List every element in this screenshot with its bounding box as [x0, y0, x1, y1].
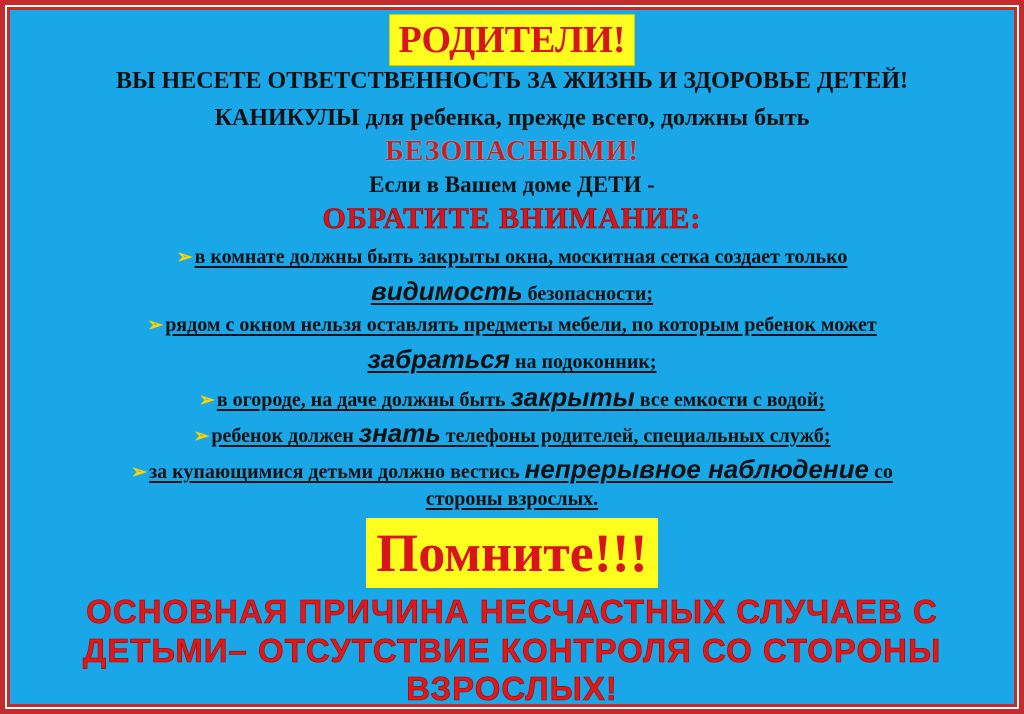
warning-line-1: ОСНОВНАЯ ПРИЧИНА НЕСЧАСТНЫХ СЛУЧАЕВ С [86, 593, 938, 630]
intro-line-4: Если в Вашем доме ДЕТИ - [369, 172, 655, 197]
bullet-item-5-cont: стороны взрослых. [425, 488, 599, 510]
bullet-item-3: ➢ в огороде, на даче должны быть закрыты все емкости с водой; [198, 382, 826, 412]
title-banner: РОДИТЕЛИ! [389, 14, 634, 66]
intro-safe-heading: БЕЗОПАСНЫМИ! [385, 136, 639, 167]
arrow-bullet-icon: ➢ [131, 462, 148, 483]
arrow-bullet-icon: ➢ [176, 247, 193, 268]
title-row [10, 14, 1014, 66]
emphasis-text: закрыты [510, 382, 635, 412]
emphasis-text: непрерывное наблюдение [524, 454, 869, 484]
emphasis-text: видимость [370, 276, 523, 306]
intro-line-2: КАНИКУЛЫ для ребенка, прежде всего, должны быть [214, 105, 810, 131]
arrow-bullet-icon: ➢ [147, 315, 164, 336]
poster-inner-frame [5, 5, 1019, 709]
bullet-item-4: ➢ ребенок должен знать телефоны родителей, специальных служб; [193, 418, 831, 448]
poster-panel [10, 10, 1014, 707]
emphasis-text: знать [358, 418, 441, 448]
remember-banner: Помните!!! [366, 518, 657, 588]
remember-row [10, 518, 1014, 588]
attention-heading: ОБРАТИТЕ ВНИМАНИЕ: [322, 202, 702, 235]
arrow-bullet-icon: ➢ [198, 390, 215, 411]
bullet-item-1: ➢ в комнате должны быть закрыты окна, москитная сетка создает только [176, 246, 848, 268]
arrow-bullet-icon: ➢ [193, 426, 210, 447]
poster-frame [7, 7, 1017, 707]
bullet-item-2: ➢ рядом с окном нельзя оставлять предметы мебели, по которым ребенок может [147, 314, 877, 336]
bullet-item-2-cont: забраться на подоконник; [367, 344, 657, 374]
emphasis-text: забраться [367, 344, 510, 374]
intro-line-1: ВЫ НЕСЕТЕ ОТВЕТСТВЕННОСТЬ ЗА ЖИЗНЬ И ЗДОРОВЬЕ ДЕТЕЙ! [115, 68, 909, 94]
bullet-item-5: ➢ за купающимися детьми должно вестись непрерывное наблюдение со [131, 454, 893, 484]
warning-line-2: ДЕТЬМИ– ОТСУТСТВИЕ КОНТРОЛЯ СО СТОРОНЫ [82, 632, 942, 669]
bullet-item-1-cont: видимость безопасности; [370, 276, 653, 306]
warning-line-3: ВЗРОСЛЫХ! [406, 670, 618, 707]
